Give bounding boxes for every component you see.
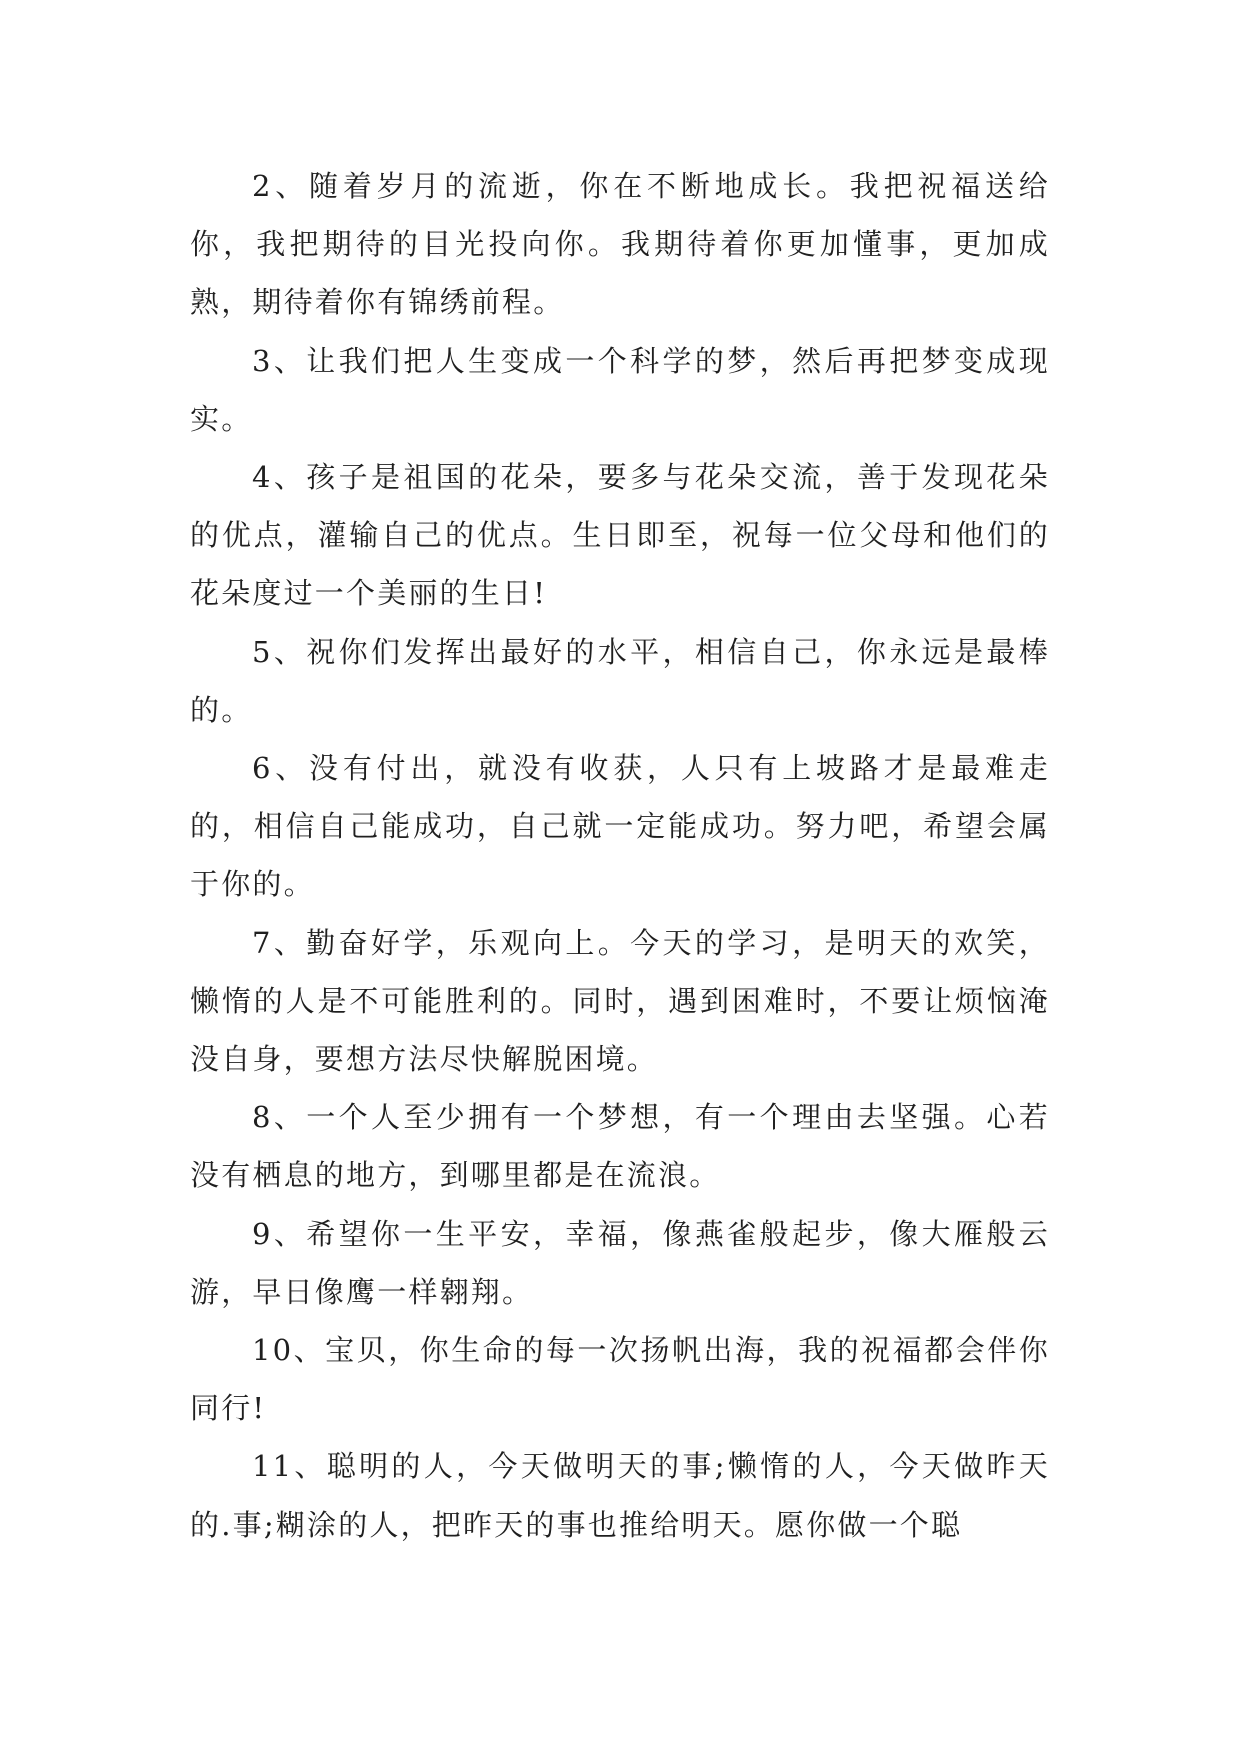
paragraph-7: 7、勤奋好学，乐观向上。今天的学习，是明天的欢笑，懒惰的人是不可能胜利的。同时，遇到困难时，不要让烦恼淹没自身，要想方法尽快解脱困境。 — [190, 925, 1050, 1077]
paragraph-3: 3、让我们把人生变成一个科学的梦，然后再把梦变成现实。 — [190, 343, 1050, 436]
paragraph-5: 5、祝你们发挥出最好的水平，相信自己，你永远是最棒的。 — [190, 634, 1050, 727]
paragraph-6: 6、没有付出，就没有收获，人只有上坡路才是最难走的，相信自己能成功，自己就一定能成功。努力吧，希望会属于你的。 — [190, 751, 1050, 902]
paragraph-11: 11、聪明的人，今天做明天的事;懒惰的人，今天做昨天的.事;糊涂的人，把昨天的事也推给明天。愿你做一个聪 — [190, 1449, 1050, 1542]
document-body — [190, 157, 1050, 1554]
paragraph-4: 4、孩子是祖国的花朵，要多与花朵交流，善于发现花朵的优点，灌输自己的优点。生日即至，祝每一位父母和他们的花朵度过一个美丽的生日! — [190, 460, 1050, 611]
paragraph-10: 10、宝贝，你生命的每一次扬帆出海，我的祝福都会伴你同行! — [190, 1333, 1050, 1426]
paragraph-8: 8、一个人至少拥有一个梦想，有一个理由去坚强。心若没有栖息的地方，到哪里都是在流浪。 — [190, 1100, 1050, 1193]
paragraph-2: 2、随着岁月的流逝，你在不断地成长。我把祝福送给你，我把期待的目光投向你。我期待着你更加懂事，更加成熟，期待着你有锦绣前程。 — [190, 169, 1050, 320]
paragraph-9: 9、希望你一生平安，幸福，像燕雀般起步，像大雁般云游，早日像鹰一样翱翔。 — [190, 1216, 1050, 1309]
